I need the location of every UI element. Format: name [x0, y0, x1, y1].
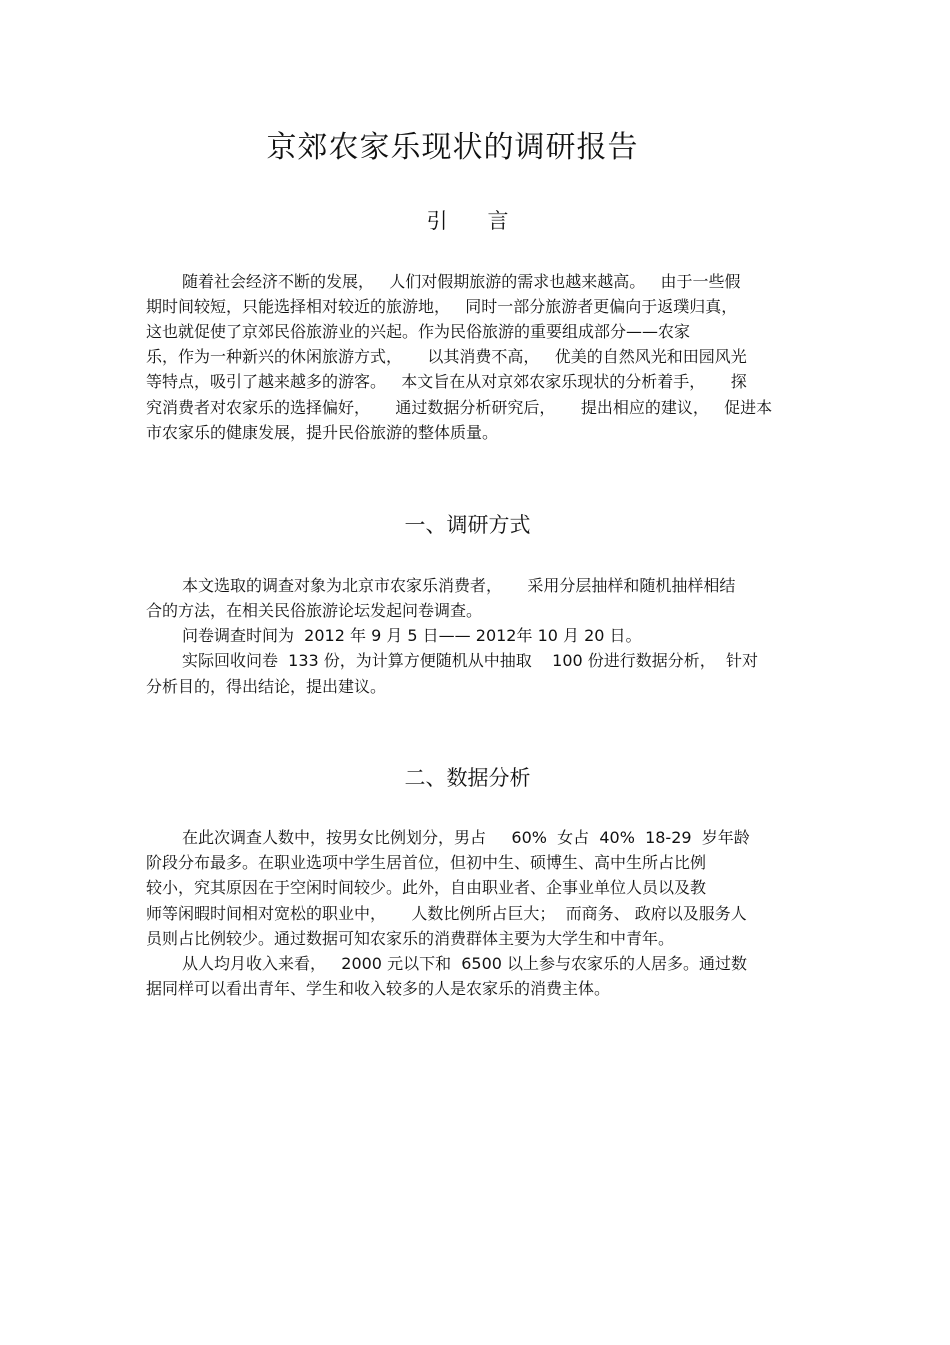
section2-line-6: 从人均月收入来看， 2000 元以下和 6500 以上参与农家乐的人居多。通过数 — [182, 954, 748, 973]
section1-line-4: 实际回收问卷 133 份，为计算方便随机从中抽取 100 份进行数据分析， 针对 — [182, 651, 758, 670]
section2-line-7: 据同样可以看出青年、学生和收入较多的人是农家乐的消费主体。 — [146, 979, 611, 998]
section1-heading: 一、调研方式 — [404, 513, 531, 537]
intro-line-4: 乐，作为一种新兴的休闲旅游方式， 以其消费不高， 优美的自然风光和田园风光 — [146, 347, 747, 366]
section1-line-2: 合的方法，在相关民俗旅游论坛发起问卷调查。 — [146, 601, 483, 620]
section2-line-2: 阶段分布最多。在职业选项中学生居首位，但初中生、硕博生、高中生所占比例 — [146, 853, 707, 872]
section1-line-5: 分析目的，得出结论，提出建议。 — [146, 677, 387, 696]
intro-heading — [0, 205, 935, 235]
document-title: 京郊农家乐现状的调研报告 — [266, 130, 639, 165]
section2-line-5: 员则占比例较少。通过数据可知农家乐的消费群体主要为大学生和中青年。 — [146, 929, 675, 948]
intro-line-7: 市农家乐的健康发展，提升民俗旅游的整体质量。 — [146, 423, 499, 442]
section2-heading: 二、数据分析 — [404, 766, 531, 790]
intro-heading-left: 引 — [426, 209, 448, 233]
intro-line-2: 期时间较短，只能选择相对较近的旅游地， 同时一部分旅游者更偏向于返璞归真， — [146, 297, 738, 316]
section2-line-4: 师等闲暇时间相对宽松的职业中， 人数比例所占巨大； 而商务、 政府以及服务人 — [146, 904, 747, 923]
intro-line-6: 究消费者对农家乐的选择偏好， 通过数据分析研究后， 提出相应的建议， 促进本 — [146, 398, 773, 417]
intro-line-3: 这也就促使了京郊民俗旅游业的兴起。作为民俗旅游的重要组成部分——农家 — [146, 322, 691, 341]
section1-line-3: 问卷调查时间为 2012 年 9 月 5 日—— 2012年 10 月 20 日。 — [182, 626, 642, 645]
section1-line-1: 本文选取的调查对象为北京市农家乐消费者， 采用分层抽样和随机抽样相结 — [182, 576, 736, 595]
section2-line-3: 较小，究其原因在于空闲时间较少。此外，自由职业者、企事业单位人员以及教 — [146, 878, 707, 897]
section2-line-1: 在此次调查人数中，按男女比例划分，男占 60% 女占 40% 18-29 岁年龄 — [182, 828, 750, 847]
intro-heading-right: 言 — [487, 209, 509, 233]
intro-line-1: 随着社会经济不断的发展， 人们对假期旅游的需求也越来越高。 由于一些假 — [182, 272, 741, 291]
intro-line-5: 等特点，吸引了越来越多的游客。 本文旨在从对京郊农家乐现状的分析着手， 探 — [146, 372, 747, 391]
